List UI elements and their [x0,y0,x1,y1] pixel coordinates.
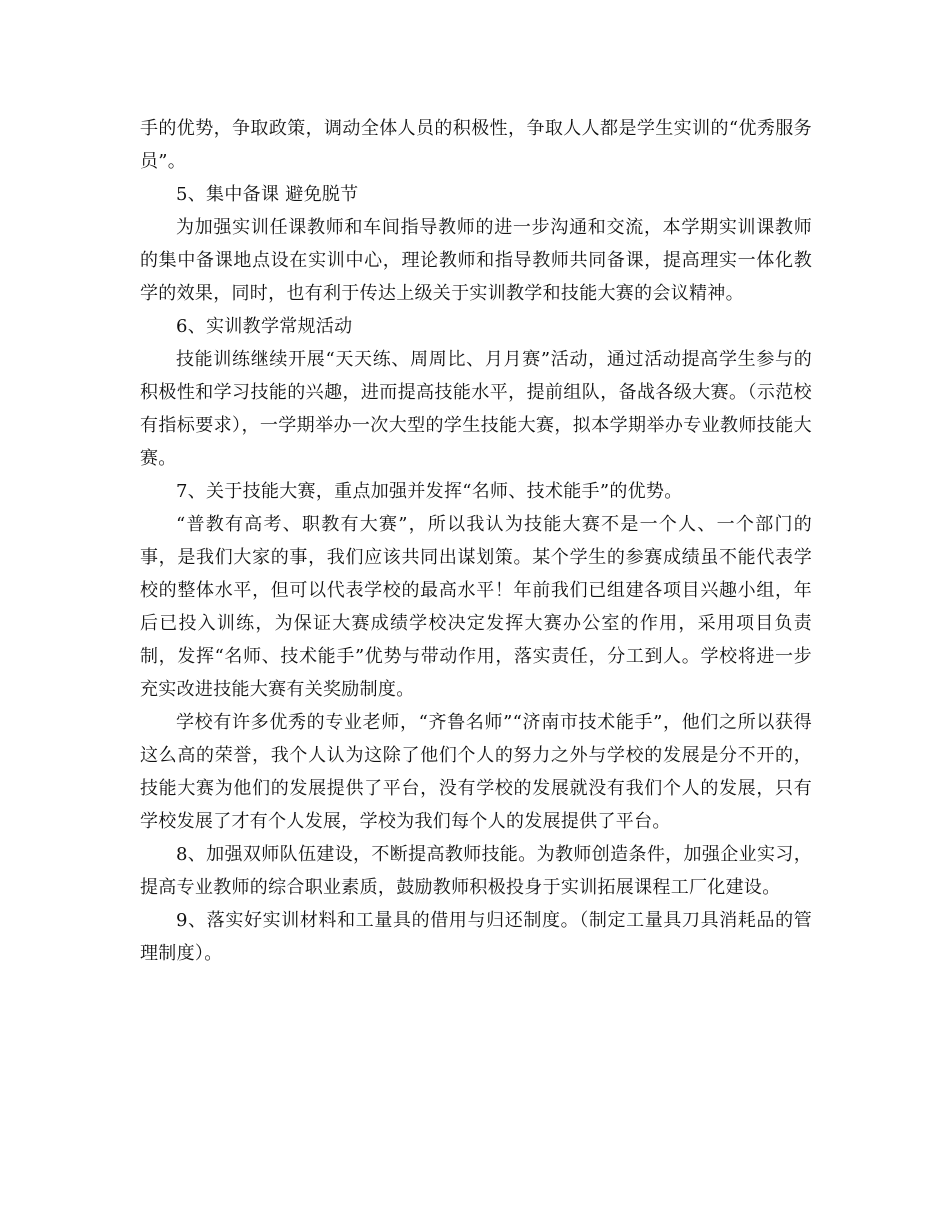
section-heading-7: 7、关于技能大赛，重点加强并发挥“名师、技术能手”的优势。 [176,481,683,502]
section-heading-5: 5、集中备课 避免脱节 [176,184,359,205]
paragraph: 学校有许多优秀的专业老师，“齐鲁名师”“济南市技术能手”，他们之所以获得这么高的荣誉，我个人认为这除了他们个人的努力之外与学校的发展是分不开的，技能大赛为他们的发展提供了平台，没有学校的发展就没有我们个人的发展，只有学校发展了才有个人发展，学校为我们每个人的发展提供了平台。 [140,712,812,832]
section-heading-6: 6、实训教学常规活动 [176,316,353,337]
section-paragraph-9: 9、落实好实训材料和工量具的借用与归还制度。（制定工量具刀具消耗品的管理制度）。 [140,910,812,964]
paragraph: “普教有高考、职教有大赛”，所以我认为技能大赛不是一个人、一个部门的事，是我们大家的事，我们应该共同出谋划策。某个学生的参赛成绩虽不能代表学校的整体水平，但可以代表学校的最高水平！年前我们已组建各项目兴趣小组，年后已投入训练，为保证大赛成绩学校决定发挥大赛办公室的作用，采用项目负责制，发挥“名师、技术能手”优势与带动作用，落实责任，分工到人。学校将进一步充实改进技能大赛有关奖励制度。 [140,514,812,700]
paragraph: 技能训练继续开展“天天练、周周比、月月赛”活动，通过活动提高学生参与的积极性和学习技能的兴趣，进而提高技能水平，提前组队，备战各级大赛。（示范校有指标要求），一学期举办一次大型的学生技能大赛，拟本学期举办专业教师技能大赛。 [140,349,812,469]
section-paragraph-8: 8、加强双师队伍建设，不断提高教师技能。为教师创造条件，加强企业实习，提高专业教师的综合职业素质，鼓励教师积极投身于实训拓展课程工厂化建设。 [140,844,812,898]
document-page [140,112,812,970]
paragraph: 为加强实训任课教师和车间指导教师的进一步沟通和交流，本学期实训课教师的集中备课地点设在实训中心，理论教师和指导教师共同备课，提高理实一体化教学的效果，同时，也有利于传达上级关于实训教学和技能大赛的会议精神。 [140,217,812,304]
paragraph-continued: 手的优势，争取政策，调动全体人员的积极性，争取人人都是学生实训的“优秀服务员”。 [140,118,812,172]
